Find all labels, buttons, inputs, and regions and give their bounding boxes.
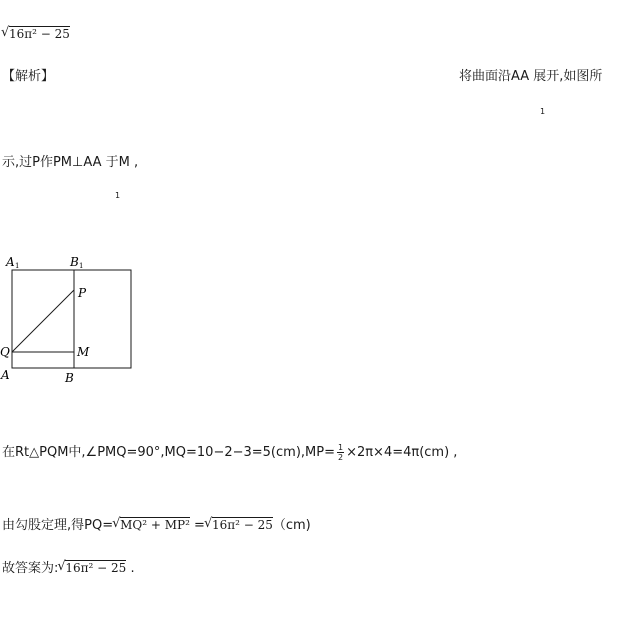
top-radical [2,27,70,41]
analysis-line-2-subscript: 1 [115,191,121,200]
pythag-radicand-2: 16π² − 25 [211,518,273,532]
pythag-radical-1 [113,518,190,532]
label-b1: B [70,255,79,269]
top-radicand: 16π² − 25 [9,27,70,41]
pythag-radicand-1: MQ² + MP² [120,518,190,532]
unrolled-cylinder-figure [0,250,140,390]
label-a1: A [6,255,15,269]
answer-suffix: . [126,561,135,576]
label-q: Q [0,345,10,359]
answer-radical [58,561,126,575]
segment-pq [12,290,74,352]
rt-line-suffix: ×2π×4=4π(cm) , [346,445,458,460]
rt-triangle-line [2,441,457,462]
analysis-line-1-subscript: 1 [540,107,546,116]
unrolled-rectangle [12,270,131,368]
label-b: B [65,371,74,385]
half-fraction [337,443,344,462]
pythag-suffix: （cm) [272,518,311,533]
rt-line-prefix: 在Rt△PQM中,∠PMQ=90°,MQ=10−2−3=5(cm),MP= [2,445,335,460]
label-p: P [78,286,87,300]
analysis-heading: 【解析】 [2,69,55,84]
label-a1-sub: 1 [15,262,20,270]
analysis-line-2: 示,过P作PM⊥AA 于M , [2,155,139,170]
analysis-line-1: 将曲面沿AA 展开,如图所 [459,69,603,84]
answer-radicand: 16π² − 25 [65,561,127,575]
answer-line [2,557,135,576]
label-a: A [1,368,10,382]
top-expression [2,27,70,41]
label-m: M [77,345,90,359]
pythagorean-line [2,514,311,533]
pythag-mid: = [189,518,205,533]
label-b1-sub: 1 [79,262,84,270]
answer-prefix: 故答案为: [2,561,59,576]
pythag-prefix: 由勾股定理,得PQ= [2,518,114,533]
fraction-denominator: 2 [337,453,344,462]
pythag-radical-2 [205,518,273,532]
fraction-numerator: 1 [337,443,344,452]
